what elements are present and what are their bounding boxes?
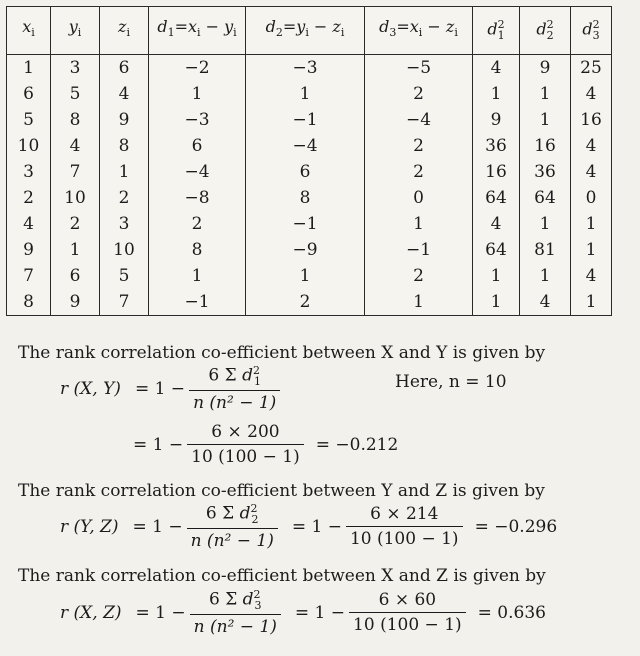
table-row (7, 54, 612, 81)
table-cell: 1 (246, 81, 365, 107)
xz-general-fraction: $\frac{6 \Sigma d^2_3}{\text{n (n² − 1)}}$ (190, 588, 281, 637)
header-yi: $y_i$ (51, 7, 100, 55)
xz-num: 6 × 60 (349, 590, 466, 613)
table-cell: 1 (473, 81, 520, 107)
table-cell: 6 (51, 263, 100, 289)
r-xy-label: r (X, Y) (60, 378, 121, 399)
yz-general-fraction: $\frac{6 \Sigma d^2_2}{\text{n (n² − 1)}}$ (187, 502, 278, 551)
table-cell: −3 (246, 54, 365, 81)
r-yz-label: r (Y, Z) (60, 516, 119, 537)
table-cell: 6 (7, 81, 51, 107)
table-cell: 10 (7, 133, 51, 159)
xz-numeric-fraction (349, 590, 466, 635)
table-cell: −4 (149, 159, 246, 185)
table-body (7, 54, 612, 315)
table-cell: −1 (149, 289, 246, 316)
table-cell: 9 (51, 289, 100, 316)
yz-general-den: n (n² − 1) (190, 531, 274, 552)
xz-intro: The rank correlation co-efficient between X and Z is given by (18, 566, 546, 586)
table-cell: 8 (149, 237, 246, 263)
table-cell: −5 (365, 54, 473, 81)
table-cell: 9 (520, 54, 571, 81)
xy-result: = −0.212 (315, 434, 399, 455)
table-row (7, 107, 612, 133)
table-cell: 7 (7, 263, 51, 289)
table-cell: 3 (7, 159, 51, 185)
yz-numeric-fraction (346, 504, 463, 549)
table-cell: 1 (473, 289, 520, 316)
table-cell: 1 (571, 211, 612, 237)
table-cell: 1 (473, 263, 520, 289)
header-d3: $d_3=x_i - z_i$ (365, 7, 473, 55)
table-cell: 25 (571, 54, 612, 81)
xz-general-den: n (n² − 1) (193, 617, 277, 638)
table-cell: 1 (520, 211, 571, 237)
table-cell: 0 (365, 185, 473, 211)
xy-den: 10 (100 − 1) (191, 447, 300, 467)
table-cell: −9 (246, 237, 365, 263)
table-row (7, 211, 612, 237)
table-cell: 1 (520, 81, 571, 107)
table-cell: 4 (100, 81, 149, 107)
table-cell: 1 (571, 237, 612, 263)
table-cell: 16 (473, 159, 520, 185)
yz-one-minus: = 1 − (132, 516, 183, 537)
table-cell: 16 (520, 133, 571, 159)
table-cell: 4 (571, 263, 612, 289)
xy-intro: The rank correlation co-efficient between X and Y is given by (18, 343, 546, 363)
table-cell: 1 (520, 107, 571, 133)
table-cell: 4 (571, 159, 612, 185)
yz-num: 6 × 214 (346, 504, 463, 527)
table-cell: 2 (100, 185, 149, 211)
table-cell: 7 (51, 159, 100, 185)
table-cell: 9 (473, 107, 520, 133)
table-cell: 3 (100, 211, 149, 237)
table-cell: 5 (7, 107, 51, 133)
table-cell: 8 (51, 107, 100, 133)
table-row (7, 289, 612, 316)
yz-intro: The rank correlation co-efficient between Y and Z is given by (18, 481, 545, 501)
yz-formula (60, 502, 557, 551)
xz-den: 10 (100 − 1) (353, 615, 462, 636)
table-row (7, 263, 612, 289)
table-cell: 1 (100, 159, 149, 185)
table-cell: 2 (51, 211, 100, 237)
table-cell: 10 (51, 185, 100, 211)
table-cell: 0 (571, 185, 612, 211)
table-cell: 6 (246, 159, 365, 185)
table-cell: 36 (473, 133, 520, 159)
table-cell: 2 (365, 159, 473, 185)
yz-one-minus-2: = 1 − (291, 516, 342, 537)
table-cell: 9 (7, 237, 51, 263)
table-cell: 1 (365, 289, 473, 316)
table-row (7, 185, 612, 211)
yz-den: 10 (100 − 1) (349, 529, 459, 550)
table-cell: 2 (365, 263, 473, 289)
r-xz-label: r (X, Z) (60, 602, 122, 623)
table-cell: 4 (571, 81, 612, 107)
table-cell: 6 (100, 54, 149, 81)
here-n: Here, n = 10 (395, 372, 507, 392)
table-cell: 4 (51, 133, 100, 159)
table-cell: 64 (520, 185, 571, 211)
table-cell: 4 (473, 54, 520, 81)
table-row (7, 159, 612, 185)
table-cell: −4 (365, 107, 473, 133)
xz-result: = 0.636 (477, 602, 546, 623)
table-cell: 1 (149, 81, 246, 107)
table-cell: 4 (473, 211, 520, 237)
table-cell: 2 (149, 211, 246, 237)
xz-formula (60, 588, 546, 637)
table-cell: 16 (571, 107, 612, 133)
table-header-row (7, 7, 612, 55)
table-cell: 1 (571, 289, 612, 316)
table-cell: −1 (365, 237, 473, 263)
xy-general-den: n (n² − 1) (193, 393, 277, 414)
table-cell: −2 (149, 54, 246, 81)
table-cell: 4 (520, 289, 571, 316)
table-cell: 7 (100, 289, 149, 316)
table-cell: −1 (246, 211, 365, 237)
table-cell: 81 (520, 237, 571, 263)
xy-general-fraction: $\frac{6 \Sigma d^2_1}{\text{n (n² − 1)}}$ (189, 364, 280, 413)
table-cell: 8 (7, 289, 51, 316)
header-d2-sq: $d^2_2$ (520, 7, 571, 55)
yz-result: = −0.296 (474, 516, 558, 537)
table-cell: 1 (365, 211, 473, 237)
table-cell: 2 (365, 133, 473, 159)
table-cell: 9 (100, 107, 149, 133)
table-cell: 1 (7, 54, 51, 81)
table-cell: 36 (520, 159, 571, 185)
xy-num: 6 × 200 (187, 422, 304, 445)
xy-one-minus: = 1 − (134, 378, 186, 399)
header-d1-sq: $d^2_1$ (473, 7, 520, 55)
table-cell: 4 (7, 211, 51, 237)
table-cell: 8 (100, 133, 149, 159)
xy-one-minus-2: = 1 − (133, 434, 184, 455)
table-cell: 2 (7, 185, 51, 211)
table-row (7, 133, 612, 159)
table-cell: 10 (100, 237, 149, 263)
table-cell: −8 (149, 185, 246, 211)
xy-numeric-fraction (187, 422, 304, 467)
table-cell: 1 (51, 237, 100, 263)
table-cell: 3 (51, 54, 100, 81)
header-d2: $d_2=y_i - z_i$ (246, 7, 365, 55)
table-cell: 8 (246, 185, 365, 211)
table-cell: −1 (246, 107, 365, 133)
header-d3-sq: $d^2_3$ (571, 7, 612, 55)
table-cell: 64 (473, 185, 520, 211)
table-row (7, 237, 612, 263)
table-cell: 6 (149, 133, 246, 159)
xz-six-sum: 6 Σ (209, 589, 238, 610)
table-cell: 5 (51, 81, 100, 107)
yz-six-sum: 6 Σ (205, 503, 235, 524)
header-d1: $d_1=x_i - y_i$ (149, 7, 246, 55)
table-cell: −4 (246, 133, 365, 159)
table-cell: 2 (365, 81, 473, 107)
table-cell: 1 (149, 263, 246, 289)
table-cell: 64 (473, 237, 520, 263)
header-xi: $x_i$ (7, 7, 51, 55)
rank-table (6, 6, 612, 316)
table-cell: 4 (571, 133, 612, 159)
table-cell: 1 (246, 263, 365, 289)
xy-formula (60, 364, 284, 413)
xz-one-minus: = 1 − (135, 602, 186, 623)
xz-one-minus-2: = 1 − (294, 602, 346, 623)
header-zi: $z_i$ (100, 7, 149, 55)
table-cell: 2 (246, 289, 365, 316)
table-cell: −3 (149, 107, 246, 133)
xy-computation (133, 422, 398, 467)
table-row (7, 81, 612, 107)
xy-six-sum: 6 Σ (208, 365, 237, 386)
table-cell: 5 (100, 263, 149, 289)
table-cell: 1 (520, 263, 571, 289)
